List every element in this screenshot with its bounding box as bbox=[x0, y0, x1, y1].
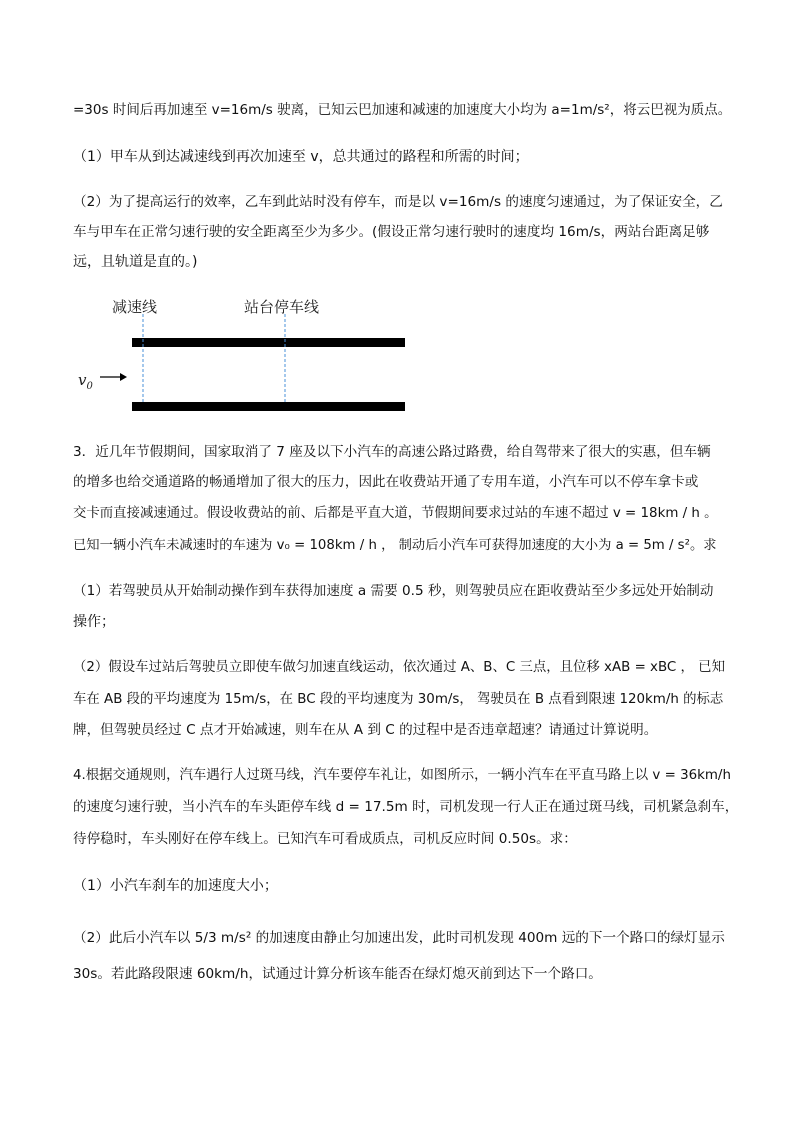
question-3-line3: 交卡而直接减速通过。假设收费站的前、后都是平直大道，节假期间要求过站的车速不超过 v = 18km / h 。 bbox=[73, 506, 718, 521]
question-2-part-2-line3: 远，且轨道是直的。) bbox=[73, 254, 198, 270]
question-3-line4: 已知一辆小汽车未减速时的车速为 v₀ = 108km / h ， 制动后小汽车可获得加速度的大小为 a = 5m / s²。求 bbox=[73, 538, 717, 553]
question-4-part-2-line1: （2）此后小汽车以 5/3 m/s² 的加速度由静止匀加速出发，此时司机发现 400m 远的下一个路口的绿灯显示 bbox=[73, 930, 725, 946]
question-4-part-1: （1）小汽车刹车的加速度大小； bbox=[73, 878, 278, 894]
rail-diagram bbox=[70, 292, 420, 422]
question-3-line2: 的增多也给交通道路的畅通增加了很大的压力，因此在收费站开通了专用车道，小汽车可以不停车拿卡或 bbox=[73, 474, 699, 490]
question-3-part-2-line3: 牌，但驾驶员经过 C 点才开始减速，则车在从 A 到 C 的过程中是否违章超速？请通过计算说明。 bbox=[73, 722, 658, 738]
question-2-part-1: （1）甲车从到达减速线到再次加速至 v，总共通过的路程和所需的时间； bbox=[73, 149, 529, 165]
rail-top bbox=[132, 338, 405, 347]
velocity-label: $v_0$ bbox=[78, 371, 93, 392]
question-3-line1: 3．近几年节假期间，国家取消了 7 座及以下小汽车的高速公路过路费，给自驾带来了很大的实惠，但车辆 bbox=[73, 444, 711, 460]
deceleration-line-label: 减速线 bbox=[112, 298, 158, 316]
question-3-part-2-line2: 车在 AB 段的平均速度为 15m/s，在 BC 段的平均速度为 30m/s， 驾驶员在 B 点看到限速 120km/h 的标志 bbox=[73, 692, 724, 707]
rail-bottom bbox=[132, 402, 405, 411]
velocity-arrow-head bbox=[120, 373, 127, 381]
question-4-line1: 4.根据交通规则，汽车遇行人过斑马线，汽车要停车礼让，如图所示，一辆小汽车在平直马路上以 v = 36km/h bbox=[73, 768, 731, 783]
question-4-line3: 待停稳时，车头刚好在停车线上。已知汽车可看成质点，司机反应时间 0.50s。求： bbox=[73, 831, 577, 847]
stop-line-label: 站台停车线 bbox=[244, 298, 320, 316]
question-4-line2: 的速度匀速行驶，当小汽车的车头距停车线 d = 17.5m 时，司机发现一行人正在通过斑马线，司机紧急刹车， bbox=[73, 799, 739, 815]
question-3-part-1-line2: 操作； bbox=[73, 614, 115, 630]
question-2-part-2-line2: 车与甲车在正常匀速行驶的安全距离至少为多少。(假设正常匀速行驶时的速度均 16m/s，两站台距离足够 bbox=[73, 224, 710, 240]
text-line-1: =30s 时间后再加速至 v=16m/s 驶离，已知云巴加速和减速的加速度大小均为 a=1m/s²，将云巴视为质点。 bbox=[73, 102, 732, 118]
question-4-part-2-line2: 30s。若此路段限速 60km/h，试通过计算分析该车能否在绿灯熄灭前到达下一个路口。 bbox=[73, 966, 602, 982]
question-3-part-2-line1: （2）假设车过站后驾驶员立即使车做匀加速直线运动，依次通过 A、B、C 三点，且位移 xAB = xBC ， 已知 bbox=[73, 660, 725, 675]
question-2-part-2-line1: （2）为了提高运行的效率，乙车到此站时没有停车，而是以 v=16m/s 的速度匀速通过，为了保证安全，乙 bbox=[73, 194, 723, 210]
rail-diagram-svg bbox=[70, 292, 420, 422]
question-3-part-1-line1: （1）若驾驶员从开始制动操作到车获得加速度 a 需要 0.5 秒，则驾驶员应在距收费站至少多远处开始制动 bbox=[73, 583, 714, 599]
